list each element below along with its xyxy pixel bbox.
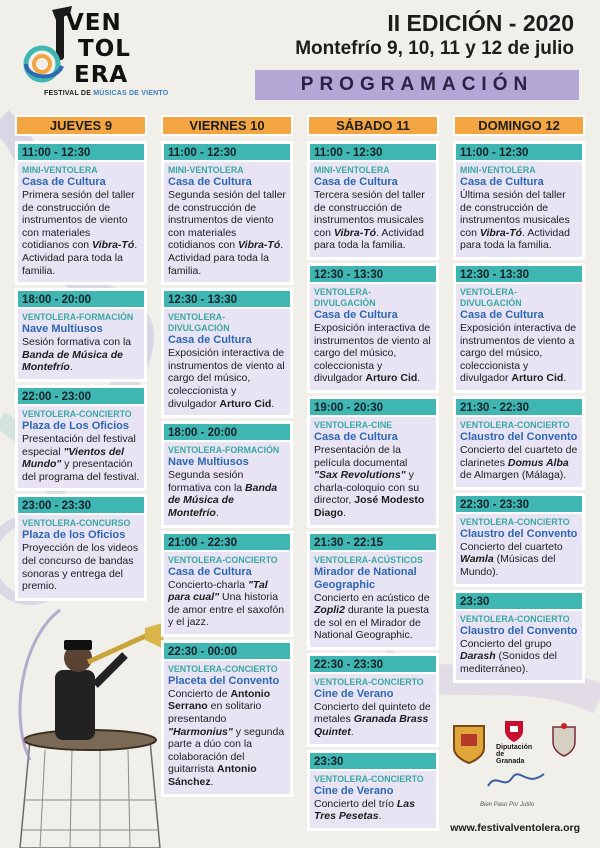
event-description	[168, 347, 286, 410]
description-segment: Concierto de	[168, 687, 231, 700]
event-details	[310, 771, 436, 828]
description-segment: .	[417, 372, 421, 385]
event-description	[314, 322, 432, 385]
logo-subtitle: FESTIVAL DE MÚSICAS DE VIENTO	[44, 90, 169, 97]
event-slot	[453, 263, 585, 393]
day-column	[161, 115, 293, 797]
event-details	[310, 162, 436, 257]
event-category: MINI-VENTOLERA	[460, 165, 536, 175]
day-column	[307, 115, 439, 831]
event-venue: Casa de Cultura	[460, 308, 544, 321]
event-time: 11:00 - 12:30	[164, 144, 290, 162]
description-segment: Granada Brass Quintet	[314, 713, 429, 739]
description-segment: Banda de Música de Montefrío	[22, 348, 123, 374]
event-details	[310, 417, 436, 525]
event-details	[310, 552, 436, 647]
event-time: 18:00 - 20:00	[164, 424, 290, 442]
event-venue: Claustro del Convento	[460, 527, 578, 540]
description-segment: Arturo Cid	[219, 397, 272, 410]
event-slot	[161, 640, 293, 797]
event-venue: Casa de Cultura	[460, 176, 544, 188]
edition-title: II EDICIÓN - 2020	[387, 10, 574, 36]
event-category: VENTOLERA-CONCIERTO	[460, 419, 570, 430]
event-description	[22, 336, 140, 374]
day-header: DOMINGO 12	[453, 115, 585, 136]
description-segment: .	[350, 726, 354, 739]
event-venue: Casa de Cultura	[314, 176, 398, 188]
event-category: VENTOLERA-FORMACIÓN	[168, 445, 280, 456]
description-segment: Segunda sesión formativa con la	[168, 469, 246, 494]
event-time: 21:30 - 22:30	[456, 399, 582, 417]
description-segment: Arturo Cid	[511, 372, 564, 385]
event-slot	[307, 141, 439, 260]
event-category: MINI-VENTOLERA	[22, 165, 98, 175]
description-segment: Sesión formativa con la	[22, 336, 132, 349]
event-category: VENTOLERA-DIVULGACIÓN	[314, 286, 376, 308]
event-details	[164, 661, 290, 794]
festival-logo	[12, 6, 169, 106]
event-venue: Mirador de National Geographic	[314, 565, 417, 591]
event-time: 12:30 - 13:30	[310, 266, 436, 284]
description-segment: Concierto del cuarteto	[460, 540, 563, 553]
event-slot	[307, 750, 439, 831]
description-segment: Darash	[460, 650, 496, 663]
diputacion-label-b: de Granada	[496, 751, 525, 765]
description-segment: Antonio Serrano	[168, 687, 271, 713]
event-category: VENTOLERA-CONCIERTO	[460, 613, 570, 624]
description-segment: Concierto del cuarteto de clarinetes	[460, 443, 578, 469]
event-category: MINI-VENTOLERA	[168, 165, 244, 175]
event-details	[18, 162, 144, 282]
description-segment: de Almargen (Málaga).	[460, 469, 567, 482]
description-segment: .	[343, 506, 347, 519]
event-venue: Casa de Cultura	[168, 334, 252, 347]
event-venue: Cine de Verano	[314, 687, 394, 700]
event-time: 22:30 - 00:00	[164, 643, 290, 661]
description-segment: Exposición interactiva de instrumentos de viento al cargo del músico, coleccionista y divulgador	[168, 347, 285, 410]
event-description	[314, 592, 432, 642]
event-venue: Plaza de los Oficios	[22, 529, 126, 542]
event-time: 22:30 - 23:30	[456, 496, 582, 514]
description-segment: .	[210, 776, 214, 789]
description-segment: . Actividad para toda la familia.	[168, 239, 284, 277]
description-segment: Vibra-Tó	[92, 239, 135, 252]
logo-word-3: ERA	[74, 62, 129, 88]
description-segment: Tercera sesión del taller de construcción de instrumentos musicales con	[314, 189, 425, 239]
event-slot	[161, 531, 293, 637]
event-slot	[307, 263, 439, 393]
event-description	[22, 433, 140, 483]
event-category: VENTOLERA-CINE	[314, 419, 393, 430]
event-venue: Placeta del Convento	[168, 674, 280, 687]
description-segment: Antonio Sánchez	[168, 763, 257, 789]
event-venue: Plaza de Los Oficios	[22, 419, 129, 432]
description-segment: "Sax Revolutions"	[314, 469, 406, 482]
programacion-label: PROGRAMACIÓN	[300, 74, 534, 95]
event-category: VENTOLERA-CONCIERTO	[168, 554, 278, 565]
description-segment: "Harmonius"	[168, 725, 233, 738]
event-time: 11:00 - 12:30	[456, 144, 582, 162]
event-slot	[15, 141, 147, 285]
event-category: VENTOLERA-ACÚSTICOS	[314, 554, 423, 565]
description-segment: Las Tres Pesetas	[314, 797, 415, 823]
event-description	[168, 688, 286, 789]
event-time: 18:00 - 20:00	[18, 291, 144, 309]
description-segment: Concierto-charla	[168, 578, 248, 591]
montefrio-crest-icon	[452, 724, 486, 764]
event-slot	[307, 531, 439, 650]
description-segment: Banda de Música de Montefrío	[168, 481, 278, 519]
event-venue: Claustro del Convento	[460, 430, 578, 443]
event-slot	[453, 493, 585, 587]
event-details	[456, 611, 582, 681]
description-segment: Exposición interactiva de instrumentos de viento a cargo del músico, coleccionista y divulgador	[460, 321, 577, 385]
event-time: 22:30 - 23:30	[310, 656, 436, 674]
event-description	[460, 444, 578, 482]
event-details	[310, 674, 436, 744]
event-slot	[15, 385, 147, 491]
description-segment: Vibra-Tó	[479, 226, 523, 239]
description-segment: Vibra-Tó	[238, 239, 281, 252]
description-segment: Wamla	[460, 553, 494, 566]
event-description	[460, 189, 578, 252]
description-segment: Última sesión del taller de construcción de instrumentos musicales con	[460, 189, 570, 239]
description-segment: . Actividad para toda la familia.	[22, 239, 138, 277]
description-segment: Domus Alba	[507, 456, 569, 469]
event-venue: Casa de Cultura	[22, 176, 106, 188]
signature-caption: Bien Paso Por Jutilo	[480, 802, 535, 808]
event-time: 12:30 - 13:30	[456, 266, 582, 284]
description-segment: .	[69, 361, 73, 374]
event-venue: Casa de Cultura	[314, 308, 398, 321]
description-segment: Primera sesión del taller de construcción de instrumentos de viento con materiales cotidianos con	[22, 189, 135, 252]
event-time: 21:30 - 22:15	[310, 534, 436, 552]
event-category: VENTOLERA-CONCIERTO	[314, 676, 424, 687]
event-time: 11:00 - 12:30	[310, 144, 436, 162]
event-description	[314, 701, 432, 739]
description-segment: Zopli2	[314, 604, 345, 617]
event-time: 23:30	[310, 753, 436, 771]
event-time: 12:30 - 13:30	[164, 291, 290, 309]
event-details	[456, 417, 582, 487]
event-slot	[15, 288, 147, 382]
programacion-banner	[255, 70, 579, 100]
description-segment: y segunda parte a dúo con la colaboración del guitarrista	[168, 725, 285, 776]
event-details	[164, 442, 290, 524]
description-segment: (Músicas del Mundo).	[460, 553, 556, 578]
event-slot	[453, 396, 585, 490]
logo-word-2: TOL	[78, 36, 131, 62]
day-header: VIERNES 10	[161, 115, 293, 136]
event-category: VENTOLERA-DIVULGACIÓN	[168, 312, 230, 334]
signature-logo	[486, 768, 546, 794]
event-details	[18, 406, 144, 488]
description-segment: Concierto en acústico de	[314, 591, 430, 604]
description-segment: Presentación de la película documental	[314, 443, 408, 469]
description-segment: en solitario presentando	[168, 700, 262, 726]
day-header: SÁBADO 11	[307, 115, 439, 136]
description-segment: .	[215, 506, 219, 519]
event-venue: Casa de Cultura	[314, 430, 398, 443]
event-slot	[307, 653, 439, 747]
event-time: 11:00 - 12:30	[18, 144, 144, 162]
event-description	[168, 189, 286, 277]
event-time: 22:00 - 23:00	[18, 388, 144, 406]
event-slot	[161, 421, 293, 527]
event-category: VENTOLERA-CONCIERTO	[460, 516, 570, 527]
diputacion-granada-logo	[496, 718, 532, 765]
event-description	[460, 638, 578, 676]
event-category: VENTOLERA-CONCIERTO	[314, 773, 424, 784]
event-venue: Casa de Cultura	[168, 565, 252, 578]
event-venue: Claustro del Convento	[460, 624, 578, 637]
event-slot	[453, 590, 585, 684]
description-segment: "Tal para cual"	[168, 578, 268, 604]
event-details	[164, 309, 290, 415]
event-slot	[15, 494, 147, 600]
event-category: VENTOLERA-CONCURSO	[22, 518, 131, 529]
event-category: VENTOLERA-DIVULGACIÓN	[460, 286, 522, 308]
event-description	[314, 444, 432, 520]
description-segment: Arturo Cid	[365, 372, 418, 385]
diputacion-label-a: Diputación	[496, 744, 533, 751]
description-segment: .	[271, 397, 275, 410]
description-segment: Exposición interactiva de instrumentos de viento al cargo del músico, coleccionista y divulgador	[314, 321, 431, 385]
day-header: JUEVES 9	[15, 115, 147, 136]
description-segment: durante la puesta de sol en el Mirador de National Geographic.	[314, 604, 429, 642]
event-venue: Cine de Verano	[314, 784, 394, 797]
event-details	[456, 514, 582, 584]
event-description	[314, 798, 432, 823]
event-slot	[453, 141, 585, 260]
event-category: MINI-VENTOLERA	[314, 165, 390, 175]
event-description	[168, 579, 286, 629]
description-segment: Presentación del festival especial	[22, 432, 136, 458]
event-details	[310, 284, 436, 390]
description-segment: Vibra-Tó	[333, 226, 377, 239]
event-slot	[307, 396, 439, 528]
description-segment: (Sonidos del mediterráneo).	[460, 650, 557, 675]
diputacion-icon	[502, 718, 526, 744]
description-segment: Concierto del trío	[314, 797, 397, 810]
event-slot	[161, 288, 293, 418]
event-description	[314, 189, 432, 252]
event-description	[168, 469, 286, 519]
event-category: VENTOLERA-CONCIERTO	[22, 408, 132, 419]
event-details	[164, 552, 290, 634]
event-description	[460, 541, 578, 579]
event-venue: Nave Multiusos	[22, 323, 103, 336]
event-details	[456, 162, 582, 257]
description-segment: Concierto del quinteto de metales	[314, 700, 431, 726]
event-details	[456, 284, 582, 390]
day-column	[15, 115, 147, 601]
event-details	[18, 309, 144, 379]
coat-of-arms-icon	[550, 722, 578, 758]
event-details	[18, 515, 144, 597]
event-description	[460, 322, 578, 385]
description-segment: y charla-coloquio con su director,	[314, 469, 420, 507]
description-segment: Concierto del grupo	[460, 637, 552, 650]
event-category: VENTOLERA-FORMACIÓN	[22, 312, 134, 323]
event-description	[22, 189, 140, 277]
event-venue: Nave Multiusos	[168, 456, 249, 469]
description-segment: Segunda sesión del taller de construcción de instrumentos de viento con materiales cotidianos con	[168, 189, 286, 252]
event-details	[164, 162, 290, 282]
event-time: 19:00 - 20:30	[310, 399, 436, 417]
event-slot	[161, 141, 293, 285]
description-segment: . Actividad para toda la familia.	[314, 226, 424, 252]
description-segment: Proyección de los videos del concurso de bandas sonoras y entrega del premio.	[22, 542, 139, 593]
day-column	[453, 115, 585, 683]
description-segment: . Actividad para toda la familia.	[460, 226, 570, 252]
event-description	[22, 542, 140, 592]
event-category: VENTOLERA-CONCIERTO	[168, 663, 278, 674]
description-segment: Una historia de amor entre el saxofón y el jazz.	[168, 591, 285, 629]
event-venue: Casa de Cultura	[168, 176, 252, 188]
description-segment: y presentación del programa del festival.	[22, 458, 140, 483]
logo-word-1: VEN	[66, 10, 122, 36]
festival-dates: Montefrío 9, 10, 11 y 12 de julio	[295, 38, 574, 59]
description-segment: José Modesto Diago	[314, 494, 425, 519]
description-segment: .	[563, 372, 567, 385]
event-time: 21:00 - 22:30	[164, 534, 290, 552]
website-url[interactable]: www.festivalventolera.org	[450, 822, 580, 834]
description-segment: "Vientos del Mundo"	[22, 445, 125, 471]
event-time: 23:00 - 23:30	[18, 497, 144, 515]
event-time: 23:30	[456, 593, 582, 611]
description-segment: .	[378, 810, 382, 823]
trumpet-player-illustration	[0, 600, 170, 848]
